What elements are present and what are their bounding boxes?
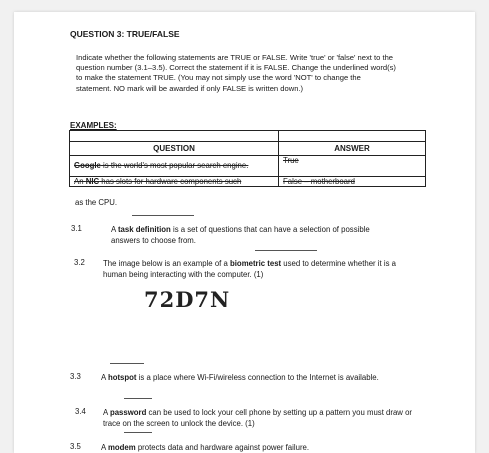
instructions-paragraph: Indicate whether the following statements are TRUE or FALSE. Write 'true' or 'false' next to the question number (3.1–3.5). Correct the statement if it is FALSE. Change the underlined word(s) to make the statement TRUE. (You may not simply use the word 'NOT' to change the statement. NO mark will be awarded if only FALSE is written down.) <box>76 53 396 93</box>
answer-line <box>124 398 152 399</box>
underlined-term: password <box>109 408 147 417</box>
example-overflow-text: as the CPU. <box>75 198 118 207</box>
question-text: used to determine whether it is a human being interacting with the computer. (1) <box>103 259 396 279</box>
question-text: The image below is an example of a <box>103 259 230 268</box>
underlined-term: task definition <box>117 225 171 234</box>
document-page <box>14 12 475 453</box>
table-header-row <box>70 142 426 156</box>
question-text: can be used to lock your cell phone by setting up a pattern you must draw or trace on the screen to unlock the device. (1) <box>103 408 413 428</box>
question-number: 3.5 <box>70 442 81 451</box>
example-keyword: NIC <box>85 177 100 186</box>
underlined-term: biometric test <box>230 259 282 268</box>
example-question-cell <box>70 177 279 187</box>
question-text: A <box>111 225 118 234</box>
question-number: 3.2 <box>74 258 85 267</box>
example-text: is the world's most popular search engine. <box>100 161 249 170</box>
examples-label: EXAMPLES: <box>70 121 117 130</box>
example-pre: An <box>74 177 86 186</box>
question-text: A <box>101 373 108 382</box>
table-spacer-row <box>70 131 426 142</box>
underlined-term: modem <box>107 443 136 452</box>
example-text: has slots for hardware components such <box>99 177 242 186</box>
question-3-1 <box>111 224 396 246</box>
example-answer-cell: True <box>279 156 426 177</box>
answer-line <box>110 363 144 364</box>
example-question-cell <box>70 156 279 177</box>
underlined-term: hotspot <box>107 373 137 382</box>
question-3-5 <box>101 442 401 453</box>
question-text: is a place where Wi-Fi/wireless connection to the Internet is available. <box>136 373 379 382</box>
examples-table <box>69 130 426 187</box>
question-text: A <box>103 408 110 417</box>
table-row <box>70 156 426 177</box>
question-text: is a set of questions that can have a selection of possible answers to choose from. <box>111 225 370 245</box>
example-answer-cell: False – motherboard <box>279 177 426 187</box>
col-question-header: QUESTION <box>70 142 279 156</box>
answer-line <box>132 215 194 216</box>
question-3-4 <box>103 407 413 429</box>
answer-line <box>124 432 152 433</box>
question-number: 3.1 <box>71 224 82 233</box>
col-answer-header: ANSWER <box>279 142 426 156</box>
question-3-3 <box>101 372 401 383</box>
question-heading: QUESTION 3: TRUE/FALSE <box>70 29 180 39</box>
question-3-2 <box>103 258 403 280</box>
question-text: protects data and hardware against power failure. <box>135 443 310 452</box>
question-number: 3.4 <box>75 407 86 416</box>
question-number: 3.3 <box>70 372 81 381</box>
example-keyword: Google <box>74 161 101 170</box>
question-text: A <box>101 443 108 452</box>
answer-line <box>255 250 317 251</box>
table-row <box>70 177 426 187</box>
captcha-image: 72D7N <box>144 287 231 312</box>
